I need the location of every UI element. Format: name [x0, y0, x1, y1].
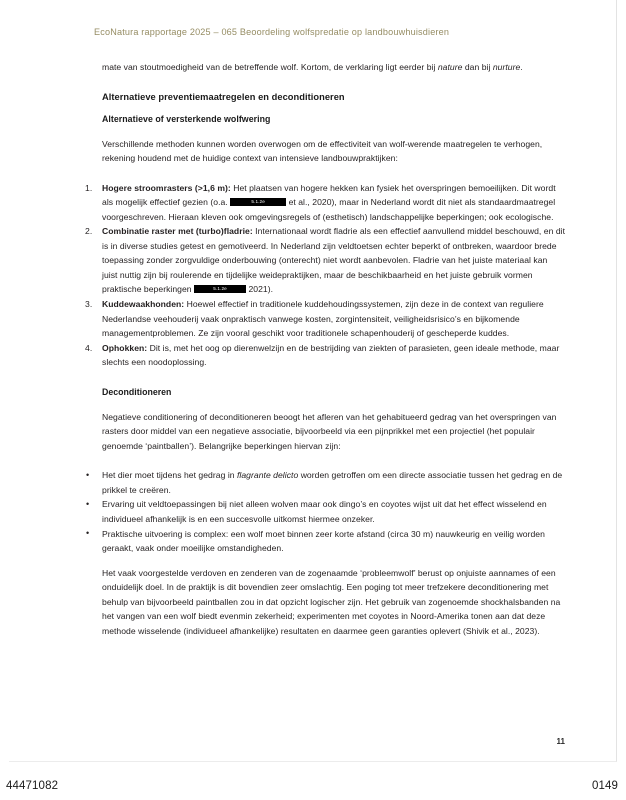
section-subheading-wolfwering: Alternatieve of versterkende wolfwering: [102, 113, 271, 124]
bullet-text-before: Praktische uitvoering is complex: een wolf moet binnen zeer korte afstand (circa 30 m) nauwkeurig en veilig worden geraakt, vaak onder moeilijke omstandigheden.: [102, 528, 545, 554]
list-item-text-before: Dit is, met het oog op dierenwelzijn en de bestrijding van ziekten of parasieten, geen ideale methode, maar slechts een noodoplossing.: [102, 342, 560, 368]
paragraph-end-text: .: [520, 62, 523, 72]
redaction-box: 5.1.2e: [230, 198, 286, 206]
document-body: [85, 60, 565, 647]
paragraph-lead-text: mate van stoutmoedigheid van de betreffende wolf. Kortom, de verklaring ligt eerder bij: [102, 62, 438, 72]
list-item-text-before: Internationaal wordt fladrie als een effectief aanvullend middel beschouwd, en dit is in diverse studies getest en gemotiveerd. In Nederland zijn veldtoetsen echter beperkt of ontbreken, waardoor brede toepassing zonder zorgvuldige onderbouwing (onterecht) niet wordt aanbevolen. Fladrie van het juiste materiaal kan juist nuttig zijn bij roulerende en tijdelijke weidepraktijken, maar de beschikbaarheid en het juiste gebruik vormen praktische beperkingen: [102, 226, 566, 295]
page-number: 11: [556, 737, 565, 746]
list-item-text-before: Hoewel effectief in traditionele kuddehoudingssystemen, zijn deze in de context van reguliere Nederlandse veehouderij vaak onpraktisch vanwege kosten, zorgintensiteit, veiligheidsrisico’s en bijkomende managementproblemen. Ze zijn vooral geschikt voor traditionele schapenhouderij of gescheperde kuddes.: [102, 299, 544, 339]
paragraph-alternatives-intro: Verschillende methoden kunnen worden overwogen om de effectiviteit van wolf-werende maatregelen te verhogen, rekening houdend met de huidige context van intensieve landbouwpraktijken:: [102, 138, 543, 164]
list-item: [85, 527, 565, 556]
bullet-text-before: Ervaring uit veldtoepassingen bij niet alleen wolven maar ook dingo’s en coyotes wijst uit dat het effect wisselend en individueel afhankelijk is en een succesvolle uitkomst hiermee onzeker.: [102, 499, 547, 525]
list-item: [85, 468, 565, 497]
paragraph-deconditioning-closing: Het vaak voorgestelde verdoven en zenderen van de zogenaamde ‘probleemwolf’ berust op onjuiste aannames of een onduidelijk doel. In de praktijk is dit bovendien zeer omslachtig. Een poging tot meer trefzekere deconditionering met behulp van bijvoorbeeld paintballen zou in dat opzicht logischer zijn. Het gebruik van zogenoemde shockhalsbanden na het vangen van een wolf biedt evenmin zekerheid; experimenten met coyotes in Noord-Amerika tonen aan dat deze methode wisselende (individueel afhankelijke) resultaten en daarmee geen garanties oplevert (Shivik et al., 2023).: [102, 567, 561, 636]
italic-nature: nature: [437, 62, 463, 72]
paragraph-continued: [85, 60, 565, 75]
numbered-measures-list: [85, 181, 565, 370]
bulleted-limitations-list: [85, 468, 565, 555]
list-item-term: Hogere stroomrasters (>1,6 m):: [102, 182, 231, 193]
scan-stamp-left: 44471082: [6, 780, 59, 792]
page-sheet: [9, 0, 617, 762]
italic-flagrante-delicto: flagrante delicto: [237, 470, 299, 481]
list-item: [85, 297, 565, 341]
spacer: [85, 370, 565, 385]
running-header: EcoNatura rapportage 2025 – 065 Beoordeling wolfspredatie op landbouwhuisdieren: [94, 27, 450, 37]
page-content-area: [85, 0, 565, 761]
paragraph-mid-text: dan bij: [462, 62, 493, 72]
list-item-text-after: et al., 2020), maar in Nederland wordt dit niet als standaardmaatregel voorgeschreven. Hieraan kleven ook omgevingsregels of (esthetisch) landschappelijke beperkingen; ook ecologische.: [102, 197, 556, 222]
list-item: [85, 341, 565, 370]
list-item-term: Combinatie raster met (turbo)fladrie:: [102, 226, 253, 237]
list-item-text-after: 2021).: [246, 284, 274, 295]
spacer: [85, 556, 565, 566]
list-item: [85, 181, 565, 225]
list-item: [85, 224, 565, 297]
section-heading-alternatives: Alternatieve preventiemaatregelen en deconditioneren: [102, 91, 345, 102]
scan-stamp-right: 0149: [591, 780, 618, 792]
list-item-term: Ophokken:: [102, 342, 148, 353]
bullet-text-after: worden getroffen om een directe associatie tussen het gedrag en de prikkel te creëren.: [102, 470, 563, 495]
list-item: [85, 497, 565, 526]
list-item-text-before: Het plaatsen van hogere hekken kan fysiek het overspringen bemoeilijken. Dit wordt als mogelijk effectief gezien (o.a.: [102, 182, 556, 208]
paragraph-deconditioning-intro: Negatieve conditionering of deconditioneren beoogt het afleren van het gehabitueerd gedrag van het overspringen van rasters door middel van een negatieve associatie, bijvoorbeeld via een pijnprikkel met een projectiel (het populair genoemde ‘paintballen’). Belangrijke beperkingen hiervan zijn:: [102, 411, 557, 451]
section-heading-deconditioning: Deconditioneren: [102, 386, 172, 397]
list-item-term: Kuddewaakhonden:: [102, 299, 185, 310]
bullet-text-before: Het dier moet tijdens het gedrag in: [102, 470, 237, 481]
italic-nurture: nurture: [492, 62, 521, 72]
redaction-box: 5.1.2e: [194, 285, 246, 293]
